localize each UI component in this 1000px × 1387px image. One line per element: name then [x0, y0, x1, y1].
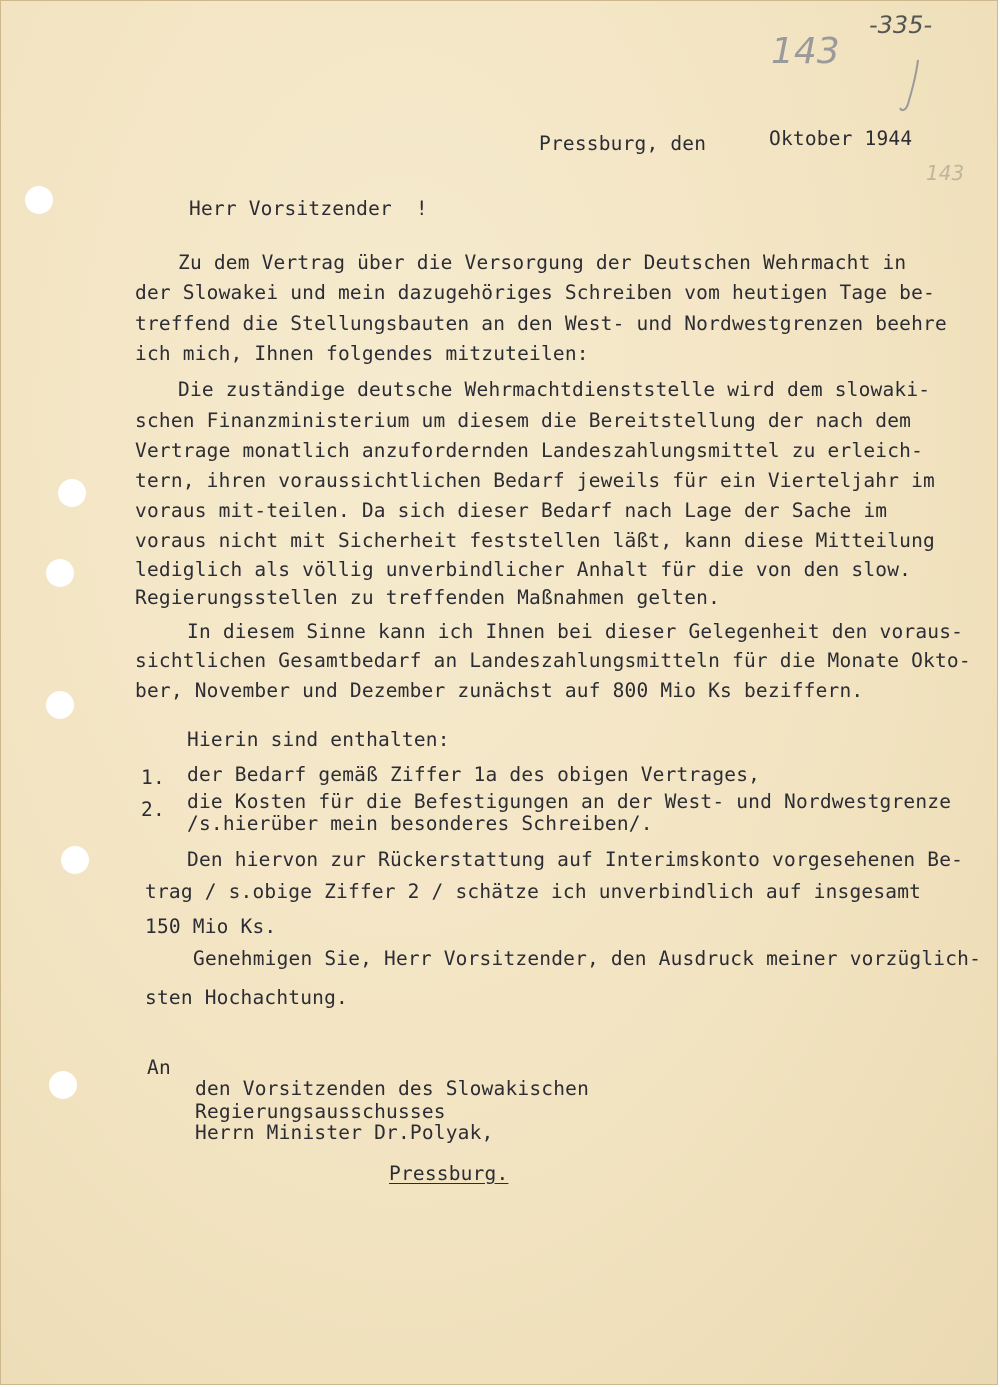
paragraph-line: voraus mit-teilen. Da sich dieser Bedarf nach Lage der Sache im — [135, 499, 888, 522]
list-number: 2. — [141, 798, 165, 821]
folio-number-main: 143 — [771, 31, 840, 72]
list-item: die Kosten für die Befestigungen an der West- und Nordwestgrenze — [187, 790, 952, 813]
list-number: 1. — [141, 766, 165, 789]
punch-hole — [58, 479, 86, 507]
address-city: Pressburg. — [389, 1162, 509, 1185]
punch-hole — [46, 691, 74, 719]
paragraph-line: ber, November und Dezember zunächst auf 800 Mio Ks beziffern. — [135, 679, 864, 702]
paragraph-line: sten Hochachtung. — [145, 986, 348, 1009]
paragraph-line: treffend die Stellungsbauten an den West- und Nordwestgrenzen beehre — [135, 312, 947, 335]
pencil-stroke — [896, 56, 926, 116]
archive-mark-small: 143 — [926, 161, 965, 185]
punch-hole — [25, 186, 53, 214]
paragraph-line: schen Finanzministerium um diesem die Bereitstellung der nach dem — [135, 409, 912, 432]
paragraph-line: ich mich, Ihnen folgendes mitzuteilen: — [135, 342, 589, 365]
salutation: Herr Vorsitzender ! — [189, 197, 428, 220]
address-line: Herrn Minister Dr.Polyak, — [195, 1121, 494, 1144]
punch-hole — [49, 1071, 77, 1099]
paragraph-line: voraus nicht mit Sicherheit feststellen läßt, kann diese Mitteilung — [135, 529, 935, 552]
list-item: der Bedarf gemäß Ziffer 1a des obigen Vertrages, — [187, 763, 761, 786]
paragraph-line: Genehmigen Sie, Herr Vorsitzender, den Ausdruck meiner vorzüglich- — [193, 947, 982, 970]
paragraph-line: Regierungsstellen zu treffenden Maßnahmen gelten. — [135, 586, 721, 609]
paragraph-line: der Slowakei und mein dazugehöriges Schreiben vom heutigen Tage be- — [135, 281, 935, 304]
paragraph-line: 150 Mio Ks. — [145, 915, 277, 938]
paragraph-line: lediglich als völlig unverbindlicher Anhalt für die von den slow. — [135, 558, 912, 581]
address-line: Regierungsausschusses — [195, 1100, 446, 1123]
paragraph-line: In diesem Sinne kann ich Ihnen bei dieser Gelegenheit den voraus- — [187, 620, 964, 643]
paragraph-line: Zu dem Vertrag über die Versorgung der Deutschen Wehrmacht in — [178, 251, 907, 274]
list-item: /s.hierüber mein besonderes Schreiben/. — [187, 812, 653, 835]
punch-hole — [46, 559, 74, 587]
punch-hole — [61, 846, 89, 874]
paragraph-line: Vertrage monatlich anzufordernden Landeszahlungsmittel zu erleich- — [135, 439, 924, 462]
folio-number-top: -335- — [869, 11, 933, 39]
paragraph-line: sichtlichen Gesamtbedarf an Landeszahlungsmitteln für die Monate Okto- — [135, 649, 971, 672]
paragraph-line: Den hiervon zur Rückerstattung auf Interimskonto vorgesehenen Be- — [187, 848, 964, 871]
paragraph-line: Die zuständige deutsche Wehrmachtdienststelle wird dem slowaki- — [178, 378, 931, 401]
paragraph-line: trag / s.obige Ziffer 2 / schätze ich unverbindlich auf insgesamt — [145, 880, 922, 903]
place-date: Pressburg, den — [539, 132, 707, 155]
paragraph-line: Hierin sind enthalten: — [187, 728, 450, 751]
address-line: den Vorsitzenden des Slowakischen — [195, 1077, 590, 1100]
paragraph-line: tern, ihren voraussichtlichen Bedarf jeweils für ein Vierteljahr im — [135, 469, 935, 492]
month-year: Oktober 1944 — [769, 127, 913, 150]
address-to: An — [147, 1056, 171, 1079]
